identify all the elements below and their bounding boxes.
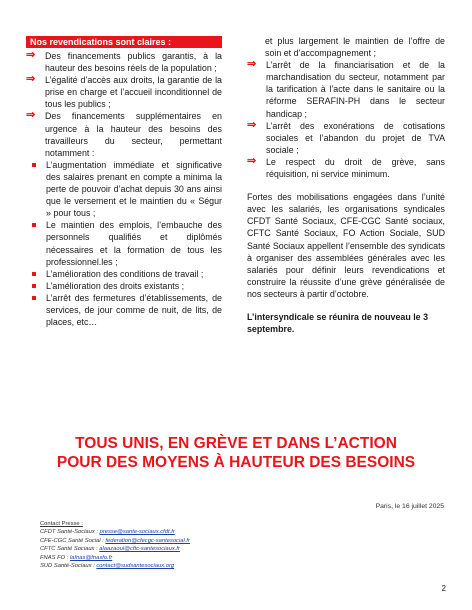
right-column	[247, 35, 445, 335]
red-square-bullet-icon	[32, 223, 36, 227]
contact-entry: CFE-CGC Santé Social : federation@cfecgc-santesocial.fr	[40, 537, 190, 544]
slogan-banner	[0, 434, 472, 472]
slogan-line-2: POUR DES MOYENS À HAUTEUR DES BESOINS	[56, 454, 416, 471]
left-column	[26, 36, 222, 328]
sub-list-item: L’amélioration des droits existants ;	[26, 280, 222, 292]
bold-note: L’intersyndicale se réunira de nouveau le 3 septembre.	[247, 311, 429, 335]
red-square-bullet-icon	[32, 272, 36, 276]
sub-list-item: L’amélioration des conditions de travail ;	[26, 268, 222, 280]
list-item: ⇒ Le respect du droit de grève, sans réquisition, ni service minimum.	[247, 154, 445, 180]
email-link[interactable]: federation@cfecgc-santesocial.fr	[105, 537, 190, 544]
red-square-bullet-icon	[32, 284, 36, 288]
page-number: 2	[441, 584, 446, 593]
email-link[interactable]: alaazaoui@cftc-santesociaux.fr	[99, 546, 180, 553]
sub-list-item: L’arrêt des fermetures d’établissements, de services, de jour comme de nuit, de lits, de places, etc…	[26, 292, 222, 328]
slogan-line-1: TOUS UNIS, EN GRÈVE ET DANS L’ACTION	[75, 435, 397, 452]
contact-entry: SUD Santé-Sociaux : contact@sudsantesociaux.org	[40, 563, 175, 570]
contact-entry: CFDT Santé-Sociaux : presse@sante-sociaux.cfdt.fr	[40, 529, 175, 536]
double-arrow-right-icon: ⇒	[26, 73, 36, 86]
list-item: ⇒ L’égalité d’accès aux droits, la garantie de la prise en charge et l’accueil inconditionnel de tous les publics ;	[26, 73, 222, 110]
double-arrow-right-icon: ⇒	[26, 49, 36, 61]
email-link[interactable]: contact@sudsantesociaux.org	[96, 563, 175, 570]
continuation-text: et plus largement le maintien de l’offre de soin et d’accompagnement ;	[265, 36, 445, 59]
email-link[interactable]: lafnas@fnasfo.fr	[69, 554, 113, 561]
contact-entry: FNAS FO : lafnas@fnasfo.fr	[40, 554, 113, 561]
list-item: ⇒ L’arrêt de la financiarisation et de la marchandisation du secteur, notamment par la tarification à l’acte dans le sanitaire ou la réforme SERAFIN-PH dans le secteur handicap ;	[247, 58, 445, 119]
section-heading: Nos revendications sont claires :	[26, 36, 222, 48]
double-arrow-right-icon: ⇒	[247, 154, 257, 167]
double-arrow-right-icon: ⇒	[247, 58, 257, 71]
contacts-title: Contact Presse :	[40, 521, 83, 527]
document-date: Paris, le 16 juillet 2025	[375, 503, 444, 510]
red-square-bullet-icon	[32, 296, 36, 300]
list-item: ⇒ L’arrêt des exonérations de cotisations sociales et l’abandon du projet de TVA sociale ;	[247, 118, 445, 155]
sub-list-item: Le maintien des emplois, l’embauche des personnels qualifiés et diplômés nécessaires et la formation de tous les professionnel.les ;	[26, 219, 222, 267]
contact-entry: CFTC Santé Sociaux : alaazaoui@cftc-santesociaux.fr	[40, 546, 180, 553]
list-item: ⇒ Des financements publics garantis, à la hauteur des besoins réels de la population ;	[26, 49, 222, 74]
double-arrow-right-icon: ⇒	[247, 118, 257, 131]
list-item: ⇒ Des financements supplémentaires en urgence à la hauteur des besoins des travailleurs du secteur, permettant notamment :	[26, 109, 222, 158]
red-square-bullet-icon	[32, 163, 36, 167]
body-paragraph: Fortes des mobilisations engagées dans l’unité avec les salariés, les organisations syndicales CFDT Santé Sociaux, CFE-CGC Santé sociaux, CFTC Santé Sociaux, FO Action Sociale, SUD Santé Sociaux appellent l’ensemble des syndicats à organiser des assemblées générales avec les salariés pour définir leurs revendications et construire la réussite d’une grève généralisée de nos secteurs à partir d’octobre.	[247, 192, 445, 299]
double-arrow-right-icon: ⇒	[26, 109, 36, 122]
press-contacts	[40, 520, 190, 570]
sub-list-item: L’augmentation immédiate et significative des salaires prenant en compte a minima la perte de pouvoir d’achat depuis 30 ans ainsi que le versement et le maintien du « Ségur » pour tous ;	[26, 159, 222, 219]
email-link[interactable]: presse@sante-sociaux.cfdt.fr	[99, 529, 175, 536]
